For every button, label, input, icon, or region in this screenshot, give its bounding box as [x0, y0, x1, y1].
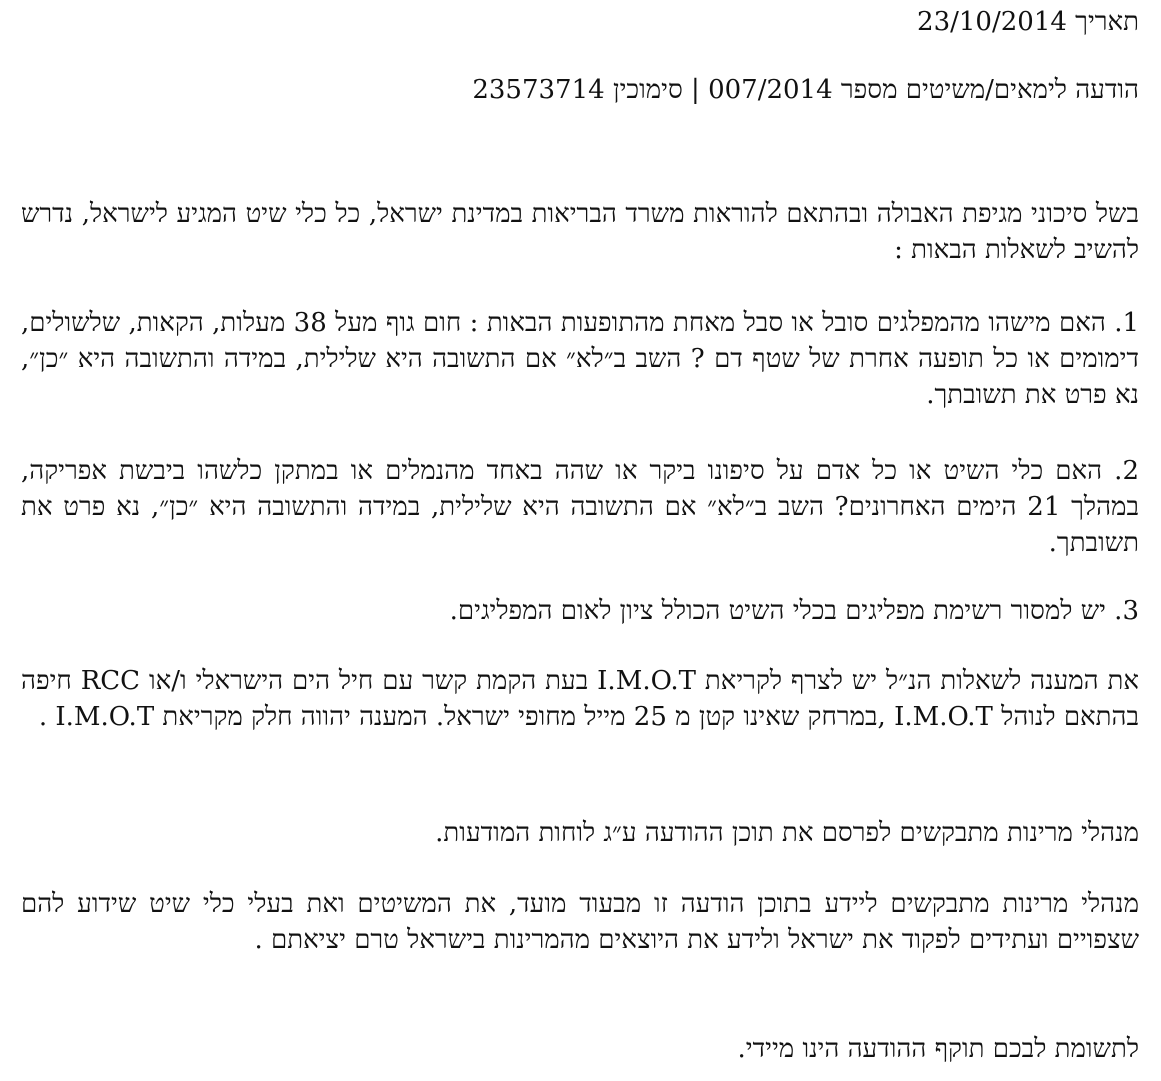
intro-paragraph	[21, 196, 1139, 268]
validity-text: לתשומת לבכם תוקף ההודעה הינו מיידי.	[737, 1034, 1139, 1064]
question-3	[21, 593, 1139, 629]
question-2-text: 2. האם כלי השיט או כל אדם על סיפונו ביקר או שהה באחד מהנמלים או במתקן כלשהו ביבשת אפריקה, במהלך 21 הימים האחרונים? השב ב״לא״ אם התשובה היא שלילית, במידה והתשובה היא ״כן״, נא פרט את תשובתך.	[21, 456, 1139, 558]
intro-text: בשל סיכוני מגיפת האבולה ובהתאם להוראות משרד הבריאות במדינת ישראל, כל כלי שיט המגיע לישראל, נדרש להשיב לשאלות הבאות :	[21, 199, 1139, 265]
question-1-text: 1. האם מישהו מהמפלגים סובל או סבל מאחת מהתופעות הבאות : חום גוף מעל 38 מעלות, הקאות, שלשולים, דימומים או כל תופעה אחרת של שטף דם ? השב ב״לא״ אם התשובה היא שלילית, במידה והתשובה היא ״כן״, נא פרט את תשובתך.	[21, 308, 1140, 410]
marina-publish-paragraph	[21, 815, 1139, 851]
question-3-text: 3. יש למסור רשימת מפליגים בכלי השיט הכולל ציון לאום המפליגים.	[449, 596, 1139, 626]
marina-publish-text: מנהלי מרינות מתבקשים לפרסם את תוכן ההודעה ע״ג לוחות המודעות.	[435, 818, 1139, 848]
validity-paragraph	[21, 1031, 1139, 1067]
answer-instructions-paragraph	[21, 663, 1139, 735]
answer-instructions-text: את המענה לשאלות הנ״ל יש לצרף לקריאת I.M.O.T בעת הקמת קשר עם חיל הים הישראלי ו/או RCC חיפה בהתאם לנוהל I.M.O.T ,במרחק שאינו קטן מ 25 מייל מחופי ישראל. המענה יהווה חלק מקריאת I.M.O.T .	[21, 666, 1140, 732]
marina-inform-paragraph	[21, 886, 1139, 958]
question-2	[21, 453, 1139, 561]
notice-subject: הודעה לימאים/משיטים מספר 007/2014 | סימוכין 23573714	[472, 75, 1139, 105]
notice-date: תאריך 23/10/2014	[917, 7, 1139, 37]
marina-inform-text: מנהלי מרינות מתבקשים ליידע בתוכן הודעה זו מבעוד מועד, את המשיטים ואת בעלי כלי שיט שידוע להם שצפויים ועתידים לפקוד את ישראל ולידע את היוצאים מהמרינות בישראל טרם יציאתם .	[21, 889, 1139, 955]
question-1	[21, 305, 1139, 413]
